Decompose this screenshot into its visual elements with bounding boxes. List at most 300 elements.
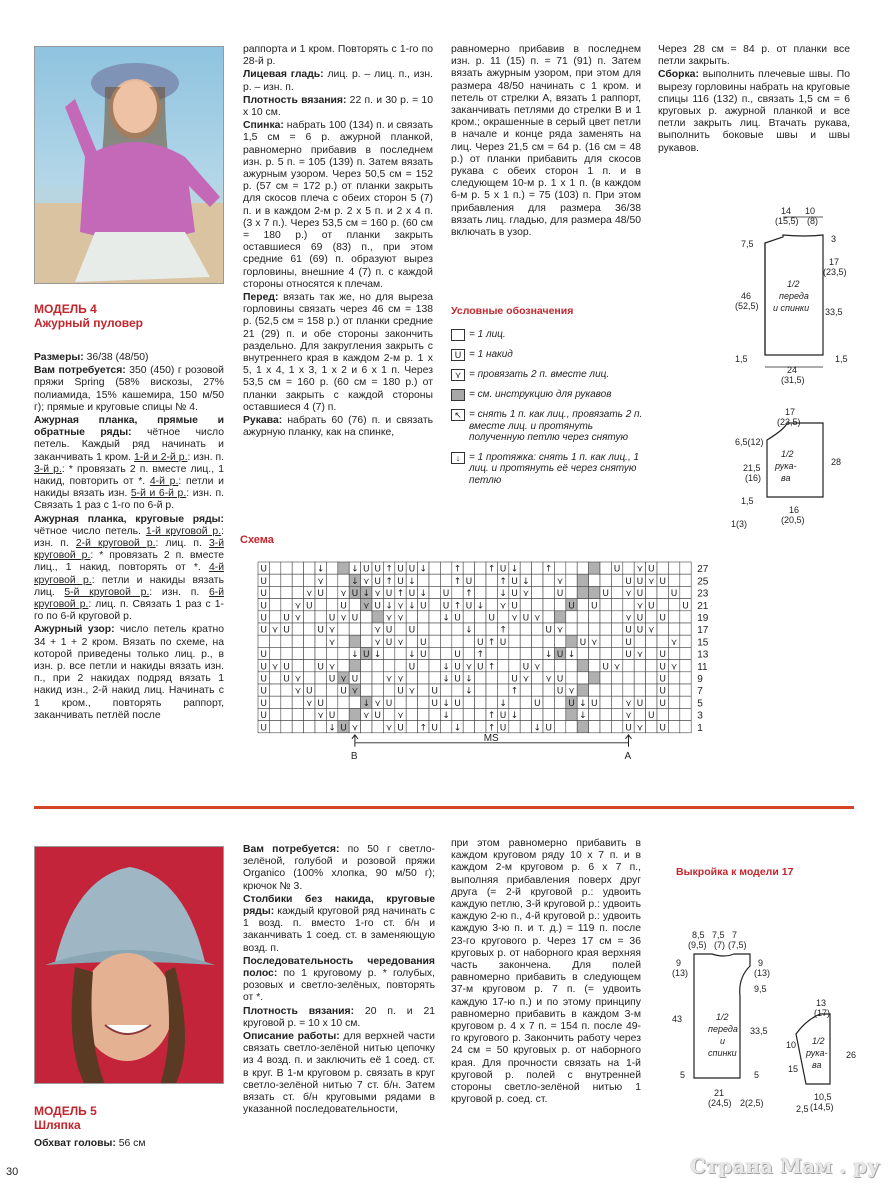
chart-symbol: U [602, 662, 609, 673]
chart-symbol: ⋎ [636, 723, 644, 734]
chart-cell [304, 721, 315, 733]
model17-pattern-front [664, 928, 784, 1113]
chart-cell [646, 684, 657, 696]
sleeve-top-2: (23,5) [777, 417, 801, 427]
chart-symbol: ↑ [499, 576, 507, 587]
front-right-5: 1,5 [835, 354, 848, 364]
watermark: Страна Мам . ру [690, 1154, 880, 1178]
chart-symbol: U [283, 625, 290, 636]
chart-cell [315, 611, 326, 623]
chart-symbol: ⋎ [636, 601, 644, 612]
chart-symbol: U [317, 589, 324, 600]
chart-cell [509, 623, 520, 635]
chart-cell [532, 647, 543, 659]
chart-symbol: ⋎ [591, 637, 598, 648]
chart-cell [361, 660, 372, 672]
chart-cell [497, 611, 508, 623]
chart-symbol: U [659, 686, 666, 697]
chart-cell [383, 660, 394, 672]
gray-cell-icon [451, 389, 465, 401]
chart-cell [269, 696, 280, 708]
section-divider [34, 806, 854, 809]
model5-label: МОДЕЛЬ 5 [34, 1104, 97, 1118]
chart-cell [589, 574, 600, 586]
chart-symbol: ⋎ [522, 674, 530, 685]
chart-cell [611, 647, 622, 659]
chart-symbol: ⋎ [351, 723, 359, 734]
chart-symbol: ↓ [419, 589, 428, 600]
chart-cell [372, 721, 383, 733]
chart-symbol: U [454, 674, 461, 685]
chart-cell [304, 635, 315, 647]
chart-row-label: 1 [697, 722, 703, 734]
chart-cell [338, 574, 349, 586]
chart-symbol: U [511, 674, 518, 685]
chart-cell [566, 562, 577, 574]
model4-col2-p: Перед: вязать так же, но для выреза горловины связать через 46 см = 138 р. (52,5 см = 158 р.) от планки средние 21 (29) п. и обе стороны закончить раздельно. Для закругления закрыть с внутреннего края в каждом 2-м р. 1 х 5, 1 х 4, 1 х 3, 1 х 2 и 6 х 1 п. Через 53,5 см = 160 р. (60 см = 180 р.) от планки закрыть с каждой стороны оставшиеся 4 (7) п. [243, 292, 433, 413]
sleeve-bottom-2: (20,5) [781, 515, 805, 525]
model5-col1-p: Последовательность чередования полос: по 1 круговому р. * голубых, розовых и светло-зелёных, повторять от *. [243, 955, 435, 1004]
chart-cell [577, 623, 588, 635]
chart-symbol: ⋎ [636, 650, 644, 661]
chart-symbol: ⋎ [465, 662, 473, 673]
chart-symbol: ⋎ [648, 576, 655, 587]
chart-cell [429, 672, 440, 684]
chart-symbol: U [340, 601, 347, 612]
chart-cell [418, 684, 429, 696]
chart-cell [463, 611, 474, 623]
chart-cell-gray [349, 708, 360, 720]
chart-cell [646, 660, 657, 672]
chart-symbol: ↓ [544, 650, 553, 661]
p17-front-right-2: (13) [754, 968, 771, 978]
chart-symbol: ↓ [351, 650, 359, 661]
chart-cell [589, 611, 600, 623]
chart-symbol: ⋎ [374, 698, 381, 709]
model4-legend [451, 305, 646, 494]
legend-text: = 1 лиц. [469, 329, 506, 341]
chart-cell [463, 721, 474, 733]
chart-row-label: 17 [697, 625, 709, 637]
p17-front-center-4: спинки [708, 1048, 737, 1058]
chart-cell [361, 635, 372, 647]
chart-cell [532, 623, 543, 635]
chart-mark-b: B [350, 750, 358, 762]
chart-symbol: U [260, 576, 267, 587]
chart-symbol: U [636, 625, 644, 636]
chart-cell [463, 562, 474, 574]
chart-symbol: U [454, 698, 461, 709]
chart-cell [338, 647, 349, 659]
chart-symbol: ⋎ [625, 711, 632, 722]
chart-symbol: ↓ [373, 650, 382, 661]
chart-symbol: U [408, 564, 416, 575]
sk2p-icon: ↖ [451, 409, 465, 421]
chart-cell [623, 672, 634, 684]
chart-cell [440, 623, 451, 635]
chart-symbol: ↓ [499, 589, 507, 600]
chart-symbol: ↑ [487, 564, 496, 575]
model4-pattern-sleeve [725, 405, 860, 530]
chart-symbol: U [602, 589, 609, 600]
chart-cell [520, 623, 531, 635]
chart-cell [395, 660, 406, 672]
chart-symbol: ↑ [385, 564, 393, 575]
chart-symbol: U [260, 662, 267, 673]
chart-symbol: ⋎ [294, 686, 302, 697]
chart-symbol: U [682, 601, 689, 612]
chart-symbol: U [625, 723, 632, 734]
chart-cell [292, 647, 303, 659]
chart-cell [646, 721, 657, 733]
chart-symbol: ⋎ [340, 674, 347, 685]
chart-row-label: 23 [697, 588, 709, 600]
front-left-4: 1,5 [735, 354, 748, 364]
chart-symbol: U [591, 601, 598, 612]
legend-text: = см. инструкцию для рукавов [469, 389, 612, 401]
sleeve-left-3: (16) [745, 473, 762, 483]
chart-symbol: U [454, 613, 461, 624]
chart-cell [304, 611, 315, 623]
chart-symbol: U [659, 662, 666, 673]
chart-cell [452, 684, 463, 696]
chart-cell [611, 721, 622, 733]
model5-col1-p: Плотность вязания: 20 п. и 21 круговой р. = 10 х 10 см. [243, 1005, 436, 1029]
chart-symbol: ↓ [442, 613, 450, 624]
chart-cell [566, 721, 577, 733]
knit-stitch-icon [451, 329, 465, 341]
chart-cell [475, 696, 486, 708]
chart-cell-gray [589, 672, 600, 684]
chart-symbol: ⋎ [385, 613, 393, 624]
chart-symbol: U [317, 698, 324, 709]
chart-cell [281, 647, 292, 659]
chart-cell [509, 696, 520, 708]
chart-symbol: U [465, 576, 473, 587]
chart-cell [646, 647, 657, 659]
chart-symbol: ↓ [465, 686, 473, 697]
chart-cell [486, 586, 497, 598]
chart-cell [543, 574, 554, 586]
chart-symbol: U [340, 723, 347, 734]
chart-cell-gray [566, 635, 577, 647]
chart-symbol: ⋎ [294, 613, 302, 624]
chart-cell [680, 635, 691, 647]
chart-symbol: U [431, 723, 438, 734]
chart-symbol: U [408, 625, 416, 636]
chart-cell [623, 562, 634, 574]
p17-front-right-5: 5 [754, 1070, 760, 1080]
chart-cell [680, 562, 691, 574]
chart-symbol: U [659, 698, 666, 709]
p17-front-left-2: (13) [672, 968, 689, 978]
chart-cell [281, 708, 292, 720]
chart-row-label: 5 [697, 698, 703, 710]
chart-cell [326, 696, 337, 708]
front-top-1: 14 [781, 206, 792, 216]
chart-symbol: ↑ [453, 564, 462, 575]
chart-symbol: ⋎ [625, 613, 632, 624]
chart-cell-gray [372, 611, 383, 623]
chart-symbol: U [477, 637, 484, 648]
chart-row-label: 3 [697, 710, 703, 722]
chart-cell [395, 696, 406, 708]
chart-symbol: U [625, 650, 632, 661]
chart-symbol: U [454, 662, 461, 673]
chart-cell [326, 599, 337, 611]
legend-item [451, 452, 646, 487]
chart-cell [475, 708, 486, 720]
chart-cell [554, 635, 565, 647]
model5-col1-p: Вам потребуется: по 50 г светло-зелёной, голубой и розовой пряжи Organico (100% хлопка, 90 м/50 г); крючок № 3. [243, 844, 435, 892]
chart-symbol: U [351, 589, 359, 600]
chart-cell [589, 647, 600, 659]
model5-head-p: Обхват головы: 56 см [34, 1138, 146, 1149]
chart-symbol: ⋎ [613, 662, 621, 673]
legend-item [451, 349, 646, 361]
chart-cell [680, 623, 691, 635]
chart-symbol: ↓ [465, 674, 473, 685]
p17-sleeve-top-1: 13 [816, 998, 827, 1008]
chart-symbol: ⋎ [625, 589, 632, 600]
chart-cell [406, 708, 417, 720]
chart-symbol: ↑ [487, 723, 496, 734]
chart-cell [440, 647, 451, 659]
chart-cell [281, 562, 292, 574]
chart-cell [452, 635, 463, 647]
chart-cell [623, 684, 634, 696]
chart-cell [304, 623, 315, 635]
chart-cell [292, 586, 303, 598]
chart-cell-gray [554, 611, 565, 623]
chart-cell [269, 586, 280, 598]
chart-row-label: 27 [697, 564, 709, 576]
chart-cell [554, 708, 565, 720]
chart-symbol: U [591, 698, 598, 709]
chart-symbol: ↓ [579, 711, 587, 722]
chart-cell [543, 696, 554, 708]
chart-symbol: U [408, 589, 416, 600]
chart-symbol: U [613, 564, 621, 575]
chart-symbol: U [636, 576, 644, 587]
chart-cell [326, 562, 337, 574]
chart-cell [349, 599, 360, 611]
chart-cell [543, 635, 554, 647]
chart-cell [338, 623, 349, 635]
chart-cell [566, 660, 577, 672]
chart-cell [406, 672, 417, 684]
chart-symbol: U [625, 576, 632, 587]
chart-cell [611, 599, 622, 611]
chart-cell [440, 574, 451, 586]
chart-symbol: U [260, 723, 267, 734]
chart-symbol: U [511, 589, 518, 600]
chart-cell [600, 623, 611, 635]
chart-cell [418, 660, 429, 672]
model4-col3-p: равномерно прибавив в последнем изн. р. 11 (15) п. = 71 (91) п. Затем вязать ажурным узором, при этом для размера 48/50 начинать с 1 кром. и петель от стрелки А, вязать 1 раппорт, заканчивать петлями до стрелки В и 1 кром.; окрашенные в серый цвет петли в начале и конце ряда заменять на лиц. Через 21,5 см = 64 р. (16 см = 48 р.) от планки прибавить для скосов рукава с обеих сторон 1 п. и в следующем 10-м р. 1 х 1 п. (в каждом 6-м р. 5 х 1 п.) = 75 (103) п. При этом прибавления для размера 36/38 вязать лиц. гладью, для размера 48/50 включать в узор. [451, 44, 641, 239]
front-top-2: (15,5) [775, 216, 799, 226]
chart-symbol: ↑ [510, 686, 519, 697]
chart-symbol: U [659, 674, 666, 685]
chart-cell [577, 562, 588, 574]
chart-cell [452, 586, 463, 598]
chart-cell [304, 672, 315, 684]
chart-symbol: U [260, 698, 267, 709]
chart-symbol: U [385, 637, 393, 648]
chart-cell [440, 635, 451, 647]
chart-cell [611, 672, 622, 684]
chart-symbol: U [374, 564, 381, 575]
chart-cell [383, 684, 394, 696]
chart-cell [486, 623, 497, 635]
chart-symbol: U [545, 625, 552, 636]
chart-cell [589, 708, 600, 720]
model4-col4-p: Через 28 см = 84 р. от планки все петли закрыть. [658, 44, 850, 68]
chart-cell [486, 672, 497, 684]
chart-symbol: ↓ [316, 564, 325, 575]
chart-cell [634, 684, 645, 696]
chart-cell-gray [338, 562, 349, 574]
p17-sleeve-center-2: рука- [806, 1048, 828, 1058]
model5-photo [34, 846, 224, 1084]
chart-cell-gray [577, 660, 588, 672]
chart-cell [532, 599, 543, 611]
chart-symbol: ↑ [499, 625, 507, 636]
chart-symbol: U [556, 589, 564, 600]
chart-cell [646, 611, 657, 623]
front-bottom-2: (31,5) [781, 375, 805, 385]
chart-symbol: U [499, 711, 507, 722]
chart-row-label: 11 [697, 661, 708, 673]
schema-title: Схема [240, 534, 274, 546]
chart-symbol: U [431, 698, 438, 709]
chart-symbol: U [420, 637, 427, 648]
chart-cell [509, 635, 520, 647]
chart-symbol: ⋎ [374, 637, 381, 648]
chart-symbol: ↓ [408, 650, 416, 661]
legend-title: Условные обозначения [451, 305, 574, 317]
chart-cell [611, 684, 622, 696]
p17-sleeve-left-3: 2,5 [796, 1104, 809, 1114]
chart-cell [269, 599, 280, 611]
chart-symbol: U [420, 601, 427, 612]
chart-cell [338, 708, 349, 720]
chart-cell [429, 611, 440, 623]
chart-cell [326, 684, 337, 696]
chart-cell-gray [349, 660, 360, 672]
chart-cell [554, 599, 565, 611]
chart-row-label: 21 [697, 600, 709, 612]
model5-col1-p: Описание работы: для верхней части связать светло-зелёной нитью цепочку из 4 возд. п. и заключить её 1 соед. ст. в круг. В 1-м круговом р. связать в круг светло-зелёной нитью 7 ст. б/н. Затем вязать ст. б/н круговыми рядами в указанной последовательности, [243, 1031, 435, 1116]
chart-cell [543, 660, 554, 672]
chart-cell [668, 708, 679, 720]
chart-symbol: ⋎ [568, 686, 575, 697]
chart-cell [497, 660, 508, 672]
chart-cell-gray [577, 721, 588, 733]
sleeve-left-2: 21,5 [743, 463, 761, 473]
legend-text: = 1 протяжка: снять 1 п. как лиц., 1 лиц. и протянуть её через снятую петлю [469, 451, 640, 486]
yarn-over-icon: U [451, 349, 465, 361]
chart-cell [418, 708, 429, 720]
chart-cell [304, 647, 315, 659]
p17-front-center-1: 1/2 [716, 1012, 729, 1022]
chart-cell [269, 574, 280, 586]
model4-column-1 [34, 352, 224, 723]
chart-cell [497, 647, 508, 659]
chart-symbol: ⋎ [385, 674, 393, 685]
chart-cell [577, 647, 588, 659]
chart-cell-gray [589, 586, 600, 598]
p17-sleeve-bottom-1: 10,5 [814, 1092, 832, 1102]
chart-symbol: U [511, 601, 518, 612]
model4-col2-p: Спинка: набрать 100 (134) п. и связать 1,5 см = 6 р. ажурной планкой, равномерно прибавив в последнем изн. р. 5 п. = 105 (139) п. Затем вязать ажурным узором. Через 50,5 см = 152 р. (57 см = 172 р.) от планки закрыть для скосов плеча с обеих сторон 5 (7) п. и в каждом 2-м р. 2 х 5 п. и 2 х 4 п. (3 х 7 п.). Через 53,5 см = 160 р. (60 см = 180 р.) от планки закрыть оставшиеся 69 (83) п., при этом средние 61 (69) п. образуют вырез горловины, внешние 4 (7) п. с каждой стороны относятся к плечам. [243, 120, 433, 290]
chart-symbol: ⋎ [374, 625, 381, 636]
chart-symbol: ↓ [442, 698, 450, 709]
chart-symbol: U [659, 650, 666, 661]
chart-cell [680, 672, 691, 684]
chart-symbol: U [488, 613, 495, 624]
model5-column-2 [451, 838, 641, 1107]
chart-cell [668, 599, 679, 611]
p17-sleeve-left-1: 10 [786, 1040, 797, 1050]
chart-symbol: ⋎ [271, 662, 279, 673]
chart-row-label: 13 [697, 649, 709, 661]
p17-front-bottom-3: 2(2,5) [740, 1098, 764, 1108]
chart-cell [509, 721, 520, 733]
chart-cell [269, 672, 280, 684]
chart-symbol: U [499, 723, 507, 734]
chart-symbol: U [522, 613, 530, 624]
chart-cell [315, 684, 326, 696]
legend-item [451, 369, 646, 381]
chart-cell [429, 586, 440, 598]
chart-symbol: ⋎ [385, 723, 393, 734]
chart-symbol: ⋎ [397, 637, 404, 648]
sleeve-right-1: 28 [831, 457, 842, 467]
chart-symbol: U [283, 613, 290, 624]
chart-cell [646, 635, 657, 647]
chart-symbol: U [556, 686, 564, 697]
chart-cell [532, 586, 543, 598]
chart-cell [304, 562, 315, 574]
chart-cell [600, 562, 611, 574]
model5-heading [34, 1104, 224, 1132]
chart-symbol: ↑ [465, 589, 473, 600]
p17-front-right-3: 9,5 [754, 984, 767, 994]
chart-cell [281, 635, 292, 647]
chart-cell [315, 672, 326, 684]
chart-cell [315, 635, 326, 647]
chart-symbol: U [260, 674, 267, 685]
chart-cell [600, 647, 611, 659]
legend-text: = снять 1 п. как лиц., провязать 2 п. вместе лиц. и протянуть полученную петлю через снятую [469, 409, 643, 444]
chart-cell [589, 660, 600, 672]
chart-symbol: U [659, 723, 666, 734]
chart-symbol: U [568, 601, 575, 612]
chart-symbol: ⋎ [363, 576, 370, 587]
p17-sleeve-right-1: 26 [846, 1050, 857, 1060]
chart-symbol: ↑ [419, 723, 428, 734]
chart-row-label: 9 [697, 674, 703, 685]
p17-sleeve-top-2: (17) [814, 1008, 831, 1018]
chart-symbol: U [374, 601, 381, 612]
chart-cell [440, 721, 451, 733]
chart-cell-gray [566, 708, 577, 720]
chart-symbol: ⋎ [408, 686, 416, 697]
chart-cell-gray [589, 562, 600, 574]
chart-cell [509, 647, 520, 659]
chart-cell [429, 623, 440, 635]
